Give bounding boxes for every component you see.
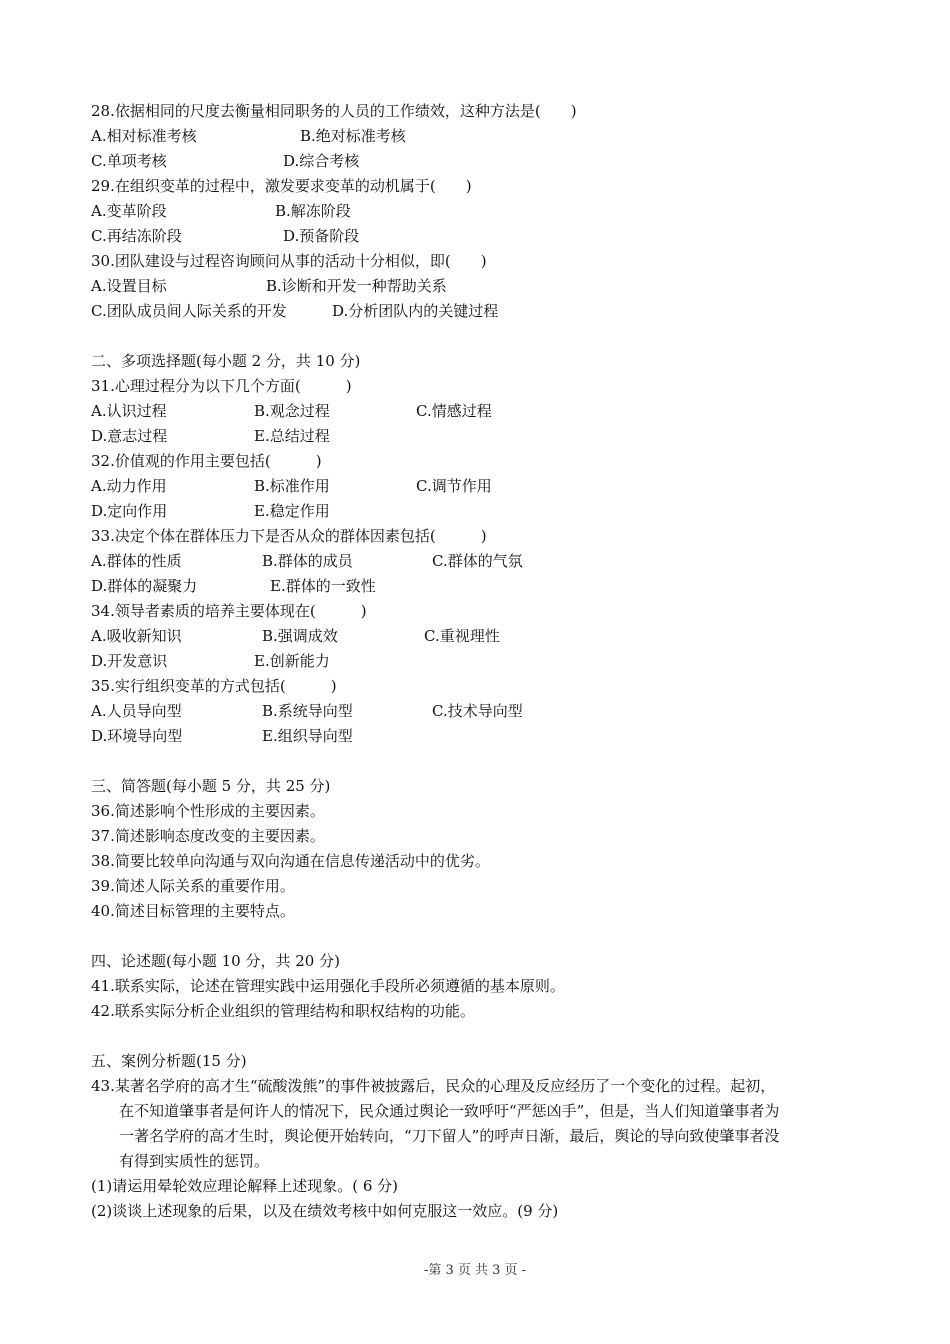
option-d: D.定向作用 xyxy=(91,502,168,520)
question-29: 29.在组织变革的过程中，激发要求变革的动机属于( ) xyxy=(91,177,472,195)
option-e: E.总结过程 xyxy=(254,427,330,445)
options-row xyxy=(91,549,871,574)
question-36: 36.简述影响个性形成的主要因素。 xyxy=(91,802,325,820)
section-heading-case: 五、案例分析题(15 分) xyxy=(91,1052,247,1070)
option-c: C.再结冻阶段 xyxy=(91,227,182,245)
case-paragraph-line: 一著名学府的高才生时，舆论便开始转向，“刀下留人”的呼声日渐，最后，舆论的导向致使肇事者没 xyxy=(119,1127,780,1145)
case-paragraph-line: 43.某著名学府的高才生“硫酸泼熊”的事件被披露后，民众的心理及反应经历了一个变化的过程。起初， xyxy=(91,1077,776,1095)
options-row xyxy=(91,224,871,249)
option-b: B.系统导向型 xyxy=(262,702,353,720)
options-row xyxy=(91,399,871,424)
question-41: 41.联系实际，论述在管理实践中运用强化手段所必须遵循的基本原则。 xyxy=(91,977,565,995)
option-a: A.人员导向型 xyxy=(91,702,182,720)
option-d: D.综合考核 xyxy=(283,152,360,170)
page-footer: -第 3 页 共 3 页 - xyxy=(423,1263,527,1278)
option-a: A.吸收新知识 xyxy=(91,627,182,645)
option-c: C.单项考核 xyxy=(91,152,167,170)
question-28: 28.依据相同的尺度去衡量相同职务的人员的工作绩效，这种方法是( ) xyxy=(91,102,577,120)
case-paragraph-line: 在不知道肇事者是何许人的情况下，民众通过舆论一致呼吁“严惩凶手”，但是，当人们知道肇事者为 xyxy=(119,1102,780,1120)
option-a: A.群体的性质 xyxy=(91,552,182,570)
options-row xyxy=(91,424,871,449)
case-sub-question-1: (1)请运用晕轮效应理论解释上述现象。( 6 分) xyxy=(91,1177,399,1195)
question-30: 30.团队建设与过程咨询顾问从事的活动十分相似，即( ) xyxy=(91,252,487,270)
option-b: B.群体的成员 xyxy=(262,552,353,570)
option-a: A.动力作用 xyxy=(91,477,167,495)
question-40: 40.简述目标管理的主要特点。 xyxy=(91,902,295,920)
option-c: C.情感过程 xyxy=(416,402,492,420)
options-row xyxy=(91,699,871,724)
option-c: C.重视理性 xyxy=(424,627,500,645)
option-d: D.群体的凝聚力 xyxy=(91,577,198,595)
question-34: 34.领导者素质的培养主要体现在( ) xyxy=(91,602,367,620)
option-a: A.设置目标 xyxy=(91,277,167,295)
option-e: E.稳定作用 xyxy=(254,502,330,520)
options-row xyxy=(91,474,871,499)
option-b: B.强调成效 xyxy=(262,627,338,645)
options-row xyxy=(91,274,871,299)
question-31: 31.心理过程分为以下几个方面( ) xyxy=(91,377,352,395)
option-e: E.群体的一致性 xyxy=(270,577,376,595)
option-a: A.相对标准考核 xyxy=(91,127,197,145)
option-d: D.意志过程 xyxy=(91,427,168,445)
question-33: 33.决定个体在群体压力下是否从众的群体因素包括( ) xyxy=(91,527,487,545)
option-d: D.开发意识 xyxy=(91,652,168,670)
option-c: C.技术导向型 xyxy=(432,702,523,720)
options-row xyxy=(91,574,871,599)
option-e: E.创新能力 xyxy=(254,652,330,670)
exam-page-content xyxy=(91,99,871,1224)
option-b: B.观念过程 xyxy=(254,402,330,420)
options-row xyxy=(91,724,871,749)
option-b: B.绝对标准考核 xyxy=(300,127,406,145)
question-32: 32.价值观的作用主要包括( ) xyxy=(91,452,322,470)
options-row xyxy=(91,624,871,649)
options-row xyxy=(91,649,871,674)
question-39: 39.简述人际关系的重要作用。 xyxy=(91,877,295,895)
option-a: A.变革阶段 xyxy=(91,202,167,220)
question-37: 37.简述影响态度改变的主要因素。 xyxy=(91,827,325,845)
option-b: B.标准作用 xyxy=(254,477,330,495)
option-b: B.解冻阶段 xyxy=(275,202,351,220)
option-d: D.环境导向型 xyxy=(91,727,183,745)
option-c: C.群体的气氛 xyxy=(432,552,523,570)
question-38: 38.简要比较单向沟通与双向沟通在信息传递活动中的优劣。 xyxy=(91,852,490,870)
option-d: D.预备阶段 xyxy=(283,227,360,245)
option-a: A.认识过程 xyxy=(91,402,167,420)
section-heading-multi: 二、多项选择题(每小题 2 分，共 10 分) xyxy=(91,352,361,370)
options-row xyxy=(91,199,871,224)
case-paragraph-line: 有得到实质性的惩罚。 xyxy=(119,1152,270,1170)
options-row xyxy=(91,299,871,324)
section-heading-essay: 四、论述题(每小题 10 分，共 20 分) xyxy=(91,952,340,970)
option-c: C.团队成员间人际关系的开发 xyxy=(91,302,287,320)
question-35: 35.实行组织变革的方式包括( ) xyxy=(91,677,337,695)
option-e: E.组织导向型 xyxy=(262,727,353,745)
option-d: D.分析团队内的关键过程 xyxy=(332,302,499,320)
options-row xyxy=(91,499,871,524)
options-row xyxy=(91,149,871,174)
case-sub-question-2: (2)谈谈上述现象的后果，以及在绩效考核中如何克服这一效应。(9 分) xyxy=(91,1202,559,1220)
option-c: C.调节作用 xyxy=(416,477,492,495)
options-row xyxy=(91,124,871,149)
option-b: B.诊断和开发一种帮助关系 xyxy=(266,277,447,295)
section-heading-short-answer: 三、简答题(每小题 5 分，共 25 分) xyxy=(91,777,331,795)
question-42: 42.联系实际分析企业组织的管理结构和职权结构的功能。 xyxy=(91,1002,475,1020)
